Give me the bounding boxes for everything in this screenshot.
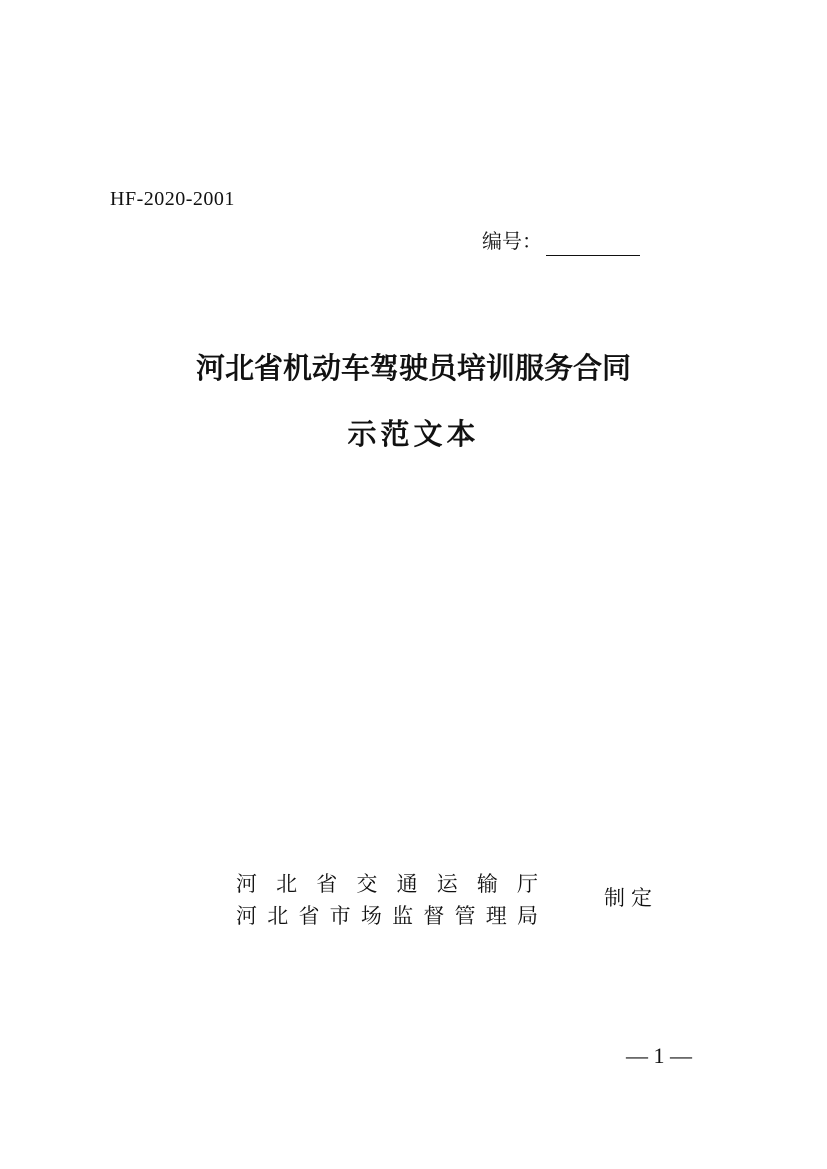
issuer-char: 局 (516, 904, 538, 928)
issuing-authorities (236, 868, 538, 932)
issuer-char: 省 (298, 904, 320, 928)
issuer-char: 厅 (516, 872, 538, 896)
issuer-char: 交 (356, 872, 378, 896)
issued-note: 制定 (604, 886, 658, 910)
document-title: 河北省机动车驾驶员培训服务合同 (195, 351, 631, 385)
issuer-char: 输 (476, 872, 498, 896)
issuer-char: 监 (392, 904, 414, 928)
issuer-char: 通 (396, 872, 418, 896)
issuer-char: 省 (316, 872, 338, 896)
issuer-line (236, 900, 538, 932)
document-code: HF-2020-2001 (110, 188, 235, 210)
page-number: — 1 — (626, 1043, 692, 1068)
issuer-char: 河 (236, 872, 257, 896)
issuer-char: 北 (267, 904, 289, 928)
contract-number-blank (546, 233, 640, 256)
issuer-char: 市 (329, 904, 351, 928)
issuer-char: 北 (276, 872, 298, 896)
issuer-char: 河 (236, 904, 257, 928)
issuer-char: 运 (436, 872, 458, 896)
document-subtitle: 示范文本 (347, 417, 480, 451)
issuer-char: 理 (485, 904, 507, 928)
issuer-char: 管 (454, 904, 476, 928)
issuer-char: 督 (423, 904, 445, 928)
issuer-line (236, 868, 538, 900)
contract-number-label: 编号： (482, 229, 542, 253)
contract-number-row (482, 226, 640, 256)
issuer-char: 场 (360, 904, 382, 928)
